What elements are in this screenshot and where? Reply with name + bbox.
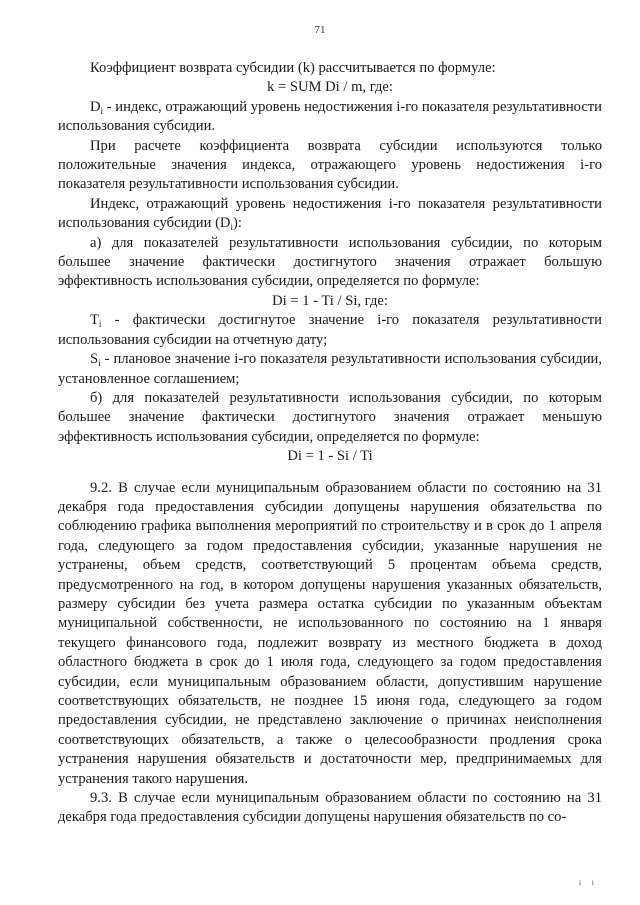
page-number: 71 <box>314 24 326 36</box>
si-definition-text: - плановое значение i-го показателя результативности использования субсидии, установленное соглашением; <box>58 351 602 387</box>
subscript-i: i <box>98 358 101 369</box>
document-body <box>58 59 602 828</box>
paragraph-index-intro <box>58 195 602 234</box>
paragraph-di-definition <box>58 98 602 137</box>
di-definition-text: - индекс, отражающий уровень недостижения i-го показателя результативности использования субсидии. <box>58 98 602 135</box>
index-intro-end: ): <box>232 215 242 232</box>
paragraph-intro: Коэффициент возврата субсидии (k) рассчитывается по формуле: <box>90 60 496 76</box>
formula-di-case-a: Di = 1 - Ti / Si, где: <box>272 292 388 309</box>
paragraph-case-a: а) для показателей результативности использования субсидии, по которым большее значение фактически достигнутого значения отражает большую эффективность использования субсидии, определяется по формуле: <box>58 234 602 290</box>
index-intro-text: Индекс, отражающий уровень недостижения i-го показателя результативности использования субсидии (D <box>58 195 602 232</box>
paragraph-si-definition <box>58 350 602 389</box>
paragraph-ti-definition <box>58 311 602 350</box>
paragraph-case-b: б) для показателей результативности использования субсидии, по которым большее значение фактически достигнутого значения отражает меньшую эффективность использования субсидии, определяется по формуле: <box>58 389 602 445</box>
ti-definition-text: - фактически достигнутое значение i-го показателя результативности использования субсидии на отчетную дату; <box>58 312 602 348</box>
variable-t: T <box>90 312 99 329</box>
formula-return-coefficient: k = SUM Di / m, где: <box>267 79 393 96</box>
paragraph-positive-values: При расчете коэффициента возврата субсидии используются только положительные значения индекса, отражающего уровень недостижения i-го показателя результативности использования субсидии. <box>58 137 602 193</box>
variable-s: S <box>90 351 99 368</box>
subscript-i: i <box>98 319 102 330</box>
subscript-i: i <box>230 222 233 233</box>
corner-mark: ı ı <box>578 877 598 887</box>
formula-di-case-b: Di = 1 - Si / Ti <box>287 448 373 465</box>
subscript-i: i <box>100 105 104 116</box>
variable-d: D <box>90 98 101 115</box>
paragraph-9-2: 9.2. В случае если муниципальным образованием области по состоянию на 31 декабря года предоставления субсидии допущены нарушения обязательства по соблюдению графика выполнения мероприятий по строительству и в срок до 1 апреля года, следующего за годом предоставления субсидии, указанные нарушения не устранены, объем средств, соответствующий 5 процентам объема средств, предусмотренного на год, в котором допущены нарушения указанных обязательств, размеру субсидии без учета размера остатка субсидии по указанным объектам муниципальной собственности, не использованного по состоянию на 1 января текущего финансового года, подлежит возврату из местного бюджета в доход областного бюджета в срок до 1 июля года, следующего за годом предоставления субсидии, если муниципальным образованием области, допустившим нарушение соответствующих обязательств, не позднее 15 июня года, следующего за годом предоставления субсидии, не представлено заключение о причинах неисполнения соответствующих обязательств, а также о целесообразности продления срока устранения нарушения обязательств и достаточности мер, предпринимаемых для устранения такого нарушения. <box>58 479 602 787</box>
paragraph-9-3: 9.3. В случае если муниципальным образованием области по состоянию на 31 декабря года предоставления субсидии допущены нарушения обязательств по со- <box>58 790 602 826</box>
